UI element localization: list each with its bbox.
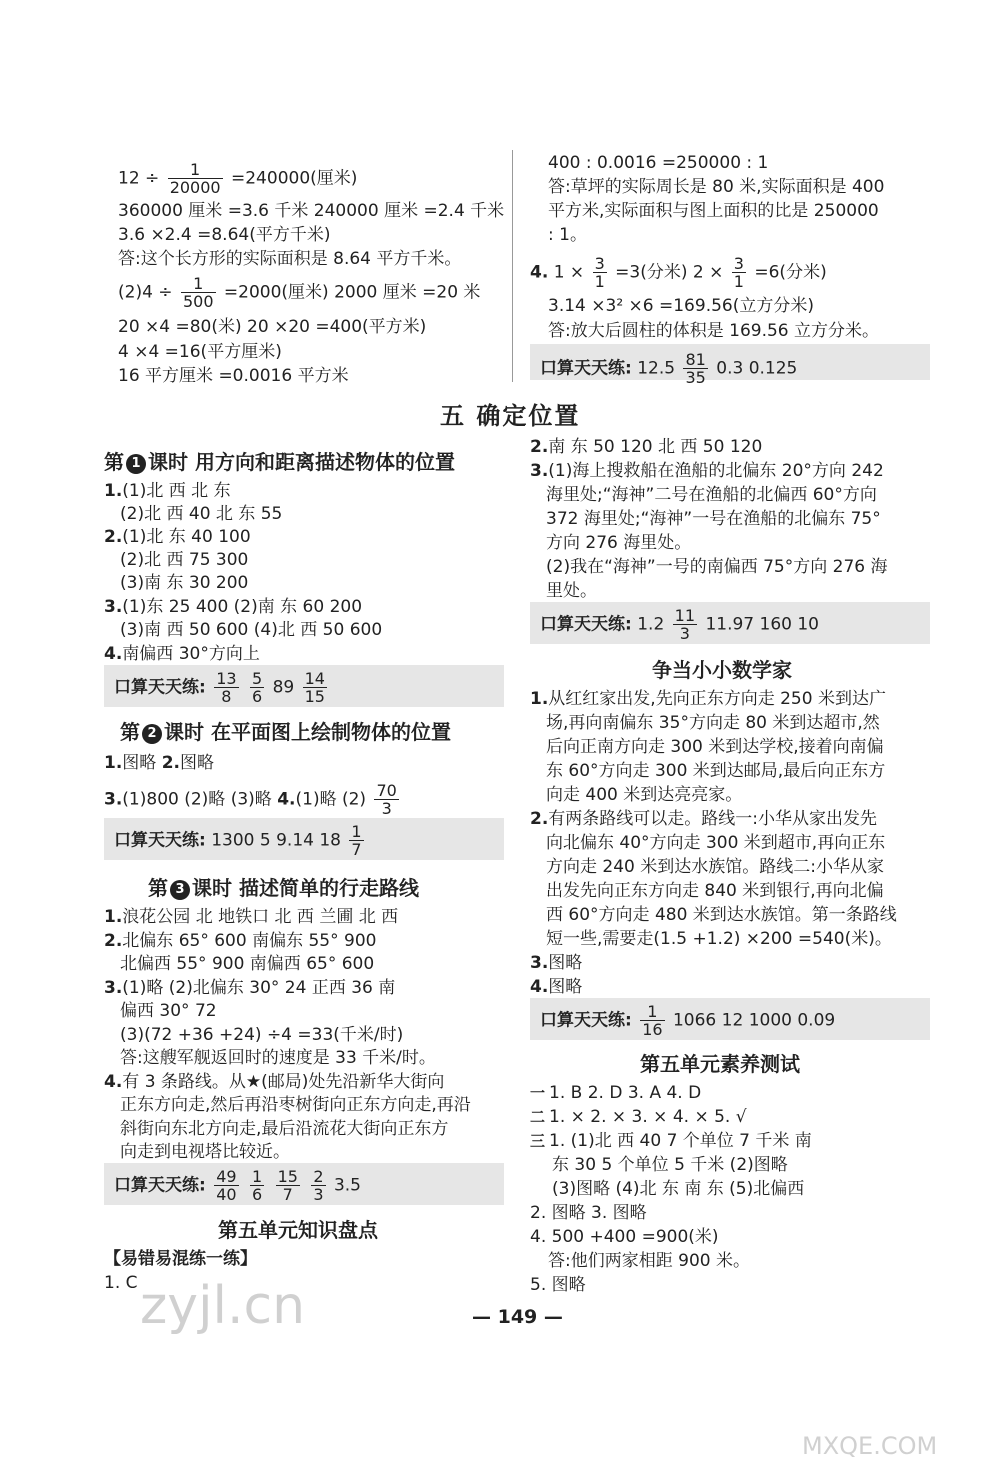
drill-value: 89: [272, 677, 295, 698]
part-marker: 一: [530, 1084, 546, 1102]
l1-q4: [104, 643, 260, 665]
heading-text: 课时 描述简单的行走路线: [192, 876, 419, 900]
heading-text: 课时 用方向和距离描述物体的位置: [148, 450, 455, 474]
r-q3b: 海里处;“海神”二号在渔船的北偏西 60°方向: [546, 485, 877, 505]
frac-num: 70: [376, 781, 397, 800]
ut-part3b: 东 30 5 个单位 5 千米 (2)图略: [552, 1155, 788, 1175]
frac-num: 11: [674, 606, 696, 625]
top-left-line2: 360000 厘米 =3.6 千米 240000 厘米 =2.4 千米: [118, 201, 505, 221]
answer-text: 从红红家出发,先向正东方向走 250 米到达广: [548, 689, 886, 709]
frac-num: 49: [216, 1167, 237, 1186]
frac-den: 6: [251, 1185, 263, 1204]
drill-label: 口算天天练:: [540, 358, 632, 379]
frac-den: 1: [733, 272, 744, 291]
question-number: 4.: [104, 1072, 123, 1092]
top-right-line4: : 1。: [548, 225, 587, 245]
frac-num: 3: [733, 254, 744, 273]
ut-part3c: (3)图略 (4)北 东 南 东 (5)北偏西: [552, 1179, 805, 1199]
question-number: 2.: [530, 809, 549, 829]
r-q3e: (2)我在“海神”一号的南偏西 75°方向 276 海: [546, 557, 888, 577]
drill-bar: [104, 1163, 504, 1205]
l3-q3d: 答:这艘军舰返回时的速度是 33 千米/时。: [120, 1048, 436, 1068]
fraction: [349, 823, 363, 858]
top-left-line1: [118, 161, 357, 196]
ut-part3g: 5. 图略: [530, 1275, 586, 1295]
question-number: 1.: [104, 481, 123, 501]
expr-text: =2000(厘米) 2000 厘米 =20 米: [223, 282, 481, 303]
column-divider: [512, 150, 513, 382]
answer-text: (1)略 (2): [295, 789, 367, 810]
mathematician-heading: 争当小小数学家: [652, 658, 792, 682]
r-q3d: 方向 276 海里处。: [546, 533, 692, 553]
fraction: [181, 275, 216, 310]
l3-q4b: 正东方向走,然后再沿枣树街向正东方向走,再沿: [120, 1095, 471, 1115]
question-number: 3.: [104, 597, 123, 617]
fraction: [250, 670, 264, 705]
fraction: [214, 670, 238, 705]
frac-den: 7: [282, 1185, 293, 1204]
expr-text: =240000(厘米): [231, 168, 358, 189]
l1-q2a: [104, 526, 251, 548]
frac-den: 35: [685, 368, 706, 387]
frac-num: 13: [216, 669, 237, 688]
question-number: 4.: [530, 977, 549, 997]
top-right-line2: 答:草坪的实际周长是 80 米,实际面积是 400: [548, 177, 885, 197]
top-left-line7: 4 ×4 =16(平方厘米): [118, 342, 282, 362]
drill-label: 口算天天练:: [114, 1175, 206, 1196]
fraction: [168, 161, 223, 196]
l3-q4c: 斜街向东北方向走,最后沿流花大街向正东方: [120, 1119, 449, 1139]
drill-label: 口算天天练:: [114, 677, 206, 698]
drill-value: 11.97 160 10: [705, 614, 819, 635]
top-left-line6: 20 ×4 =80(米) 20 ×20 =400(平方米): [118, 317, 427, 337]
r-q3f: 里处。: [546, 581, 597, 601]
drill-content: [540, 351, 797, 386]
l1-q1b: (2)北 西 40 北 东 55: [120, 504, 283, 524]
watermark: zyjl.cn: [140, 1276, 306, 1336]
frac-num: 15: [277, 1167, 298, 1186]
lesson1-heading: [104, 446, 455, 475]
drill-content: [540, 1003, 835, 1038]
r-q2: [530, 436, 762, 458]
top-left-line8: 16 平方厘米 =0.0016 平方米: [118, 366, 349, 386]
m-q1c: 后向正南方向走 300 米到达学校,接着向南偏: [546, 737, 884, 757]
drill-bar: [104, 665, 504, 707]
frac-den: 16: [642, 1020, 663, 1039]
frac-num: 81: [685, 350, 706, 369]
top-right-line3: 平方米,实际面积与图上面积的比是 250000: [548, 201, 879, 221]
answer-text: 北偏东 65° 600 南偏东 55° 900: [122, 931, 377, 951]
drill-bar: [104, 818, 504, 860]
frac-num: 14: [304, 669, 325, 688]
drill-content: [114, 670, 330, 705]
watermark-corner: MXQE.COM: [802, 1432, 938, 1460]
unit-test-heading: 第五单元素养测试: [640, 1052, 800, 1076]
top-right-line6: 3.14 ×3² ×6 =169.56(立方分米): [548, 296, 814, 316]
frac-num: 3: [594, 254, 605, 273]
l1-q3b: (3)南 西 50 600 (4)北 西 50 600: [120, 620, 383, 640]
heading-text: 第: [120, 720, 140, 744]
expr-text: =6(分米): [754, 262, 827, 283]
answer-text: 有 3 条路线。从★(邮局)处先沿新华大街向: [122, 1072, 445, 1092]
answer-text: (1)略 (2)北偏东 30° 24 正西 36 南: [122, 978, 396, 998]
frac-den: 1: [594, 272, 605, 291]
drill-label: 口算天天练:: [540, 614, 632, 635]
answer-text: (1)北 东 40 100: [122, 527, 251, 547]
l3-q3a: [104, 977, 395, 999]
m-q3: [530, 952, 582, 974]
drill-value: 3.5: [333, 1175, 361, 1196]
part-marker: 三: [530, 1132, 546, 1150]
frac-den: 6: [251, 687, 263, 706]
answer-text: 图略: [548, 977, 583, 997]
expr-text: 1 ×: [553, 262, 585, 283]
top-right-line7: 答:放大后圆柱的体积是 169.56 立方分米。: [548, 321, 880, 341]
l3-q2b: 北偏西 55° 900 南偏西 65° 600: [120, 954, 375, 974]
m-q2c: 方向走 240 米到达水族馆。路线二:小华从家: [546, 857, 884, 877]
heading-text: 第: [104, 450, 124, 474]
r-q3a: [530, 460, 884, 482]
answer-text: 1. × 2. × 3. × 4. × 5. √: [549, 1107, 747, 1127]
ut-part3e: 4. 500 +400 =900(米): [530, 1227, 719, 1247]
drill-label: 口算天天练:: [540, 1010, 632, 1031]
l1-q2b: (2)北 西 75 300: [120, 550, 249, 570]
question-number: 4.: [104, 644, 123, 664]
top-right-line1: 400 : 0.0016 =250000 : 1: [548, 153, 769, 173]
m-q1a: [530, 688, 886, 710]
l3-q3c: (3)(72 +36 +24) ÷4 =33(千米/时): [120, 1025, 404, 1045]
fraction: [593, 255, 607, 290]
frac-den: 500: [182, 292, 214, 311]
m-q1d: 东 60°方向走 300 米到达邮局,最后向正东方: [546, 761, 886, 781]
frac-den: 3: [313, 1185, 324, 1204]
ut-part2: [530, 1106, 747, 1128]
top-right-line5: [530, 255, 827, 290]
question-number: 3.: [104, 978, 123, 998]
fraction: [640, 1003, 664, 1038]
answer-text: 有两条路线可以走。路线一:小华从家出发先: [548, 809, 878, 829]
answer-text: 图略: [122, 753, 162, 773]
frac-den: 15: [304, 687, 325, 706]
lesson-number-badge: 3: [170, 880, 190, 900]
drill-content: [540, 607, 819, 642]
top-left-line3: 3.6 ×2.4 =8.64(平方千米): [118, 225, 331, 245]
frac-den: 20000: [169, 178, 221, 197]
answer-text: 南偏西 30°方向上: [122, 644, 260, 664]
answer-text: (1)800 (2)略 (3)略: [122, 789, 272, 810]
question-number: 4.: [277, 789, 296, 810]
top-left-line5: [118, 275, 480, 310]
ut-part3f: 答:他们两家相距 900 米。: [548, 1251, 750, 1271]
drill-bar: [530, 998, 930, 1040]
question-number: 2.: [530, 437, 549, 457]
drill-bar: [530, 344, 930, 387]
part-marker: 二: [530, 1108, 546, 1126]
question-number: 2.: [161, 753, 180, 773]
ut-part3a: [530, 1130, 812, 1152]
answer-text: 南 东 50 120 北 西 50 120: [548, 437, 763, 457]
answer-text: (1)东 25 400 (2)南 东 60 200: [122, 597, 363, 617]
question-number: 3.: [530, 953, 549, 973]
r-q3c: 372 海里处;“海神”一号在渔船的北偏东 75°: [546, 509, 881, 529]
lesson3-heading: [148, 872, 419, 901]
m-q2f: 短一些,需要走(1.5 +1.2) ×200 =540(米)。: [546, 929, 892, 949]
section-title: 五 确定位置: [440, 401, 581, 430]
answer-text: (1)海上搜救船在渔船的北偏东 20°方向 242: [548, 461, 884, 481]
frac-num: 5: [251, 669, 263, 688]
frac-num: 2: [313, 1167, 324, 1186]
question-number: 2.: [104, 931, 123, 951]
answer-text: 1. (1)北 西 40 7 个单位 7 千米 南: [549, 1131, 812, 1151]
fraction: [732, 255, 746, 290]
frac-num: 1: [640, 1003, 664, 1021]
m-q2e: 西 60°方向走 480 米到达水族馆。第一条路线: [546, 905, 897, 925]
answer-text: 图略: [180, 753, 214, 773]
question-number: 3.: [104, 789, 123, 810]
review-heading: 第五单元知识盘点: [218, 1218, 378, 1242]
l3-q1: [104, 906, 398, 928]
l2-q3: [104, 782, 402, 817]
l3-q4d: 向走到电视塔比较近。: [120, 1142, 290, 1162]
frac-den: 3: [679, 624, 690, 643]
fraction: [683, 351, 707, 386]
heading-text: 第: [148, 876, 168, 900]
frac-num: 1: [168, 161, 223, 179]
expr-text: 12 ÷: [118, 168, 160, 189]
m-q1b: 场,再向南偏东 35°方向走 80 米到达超市,然: [546, 713, 880, 733]
fraction: [303, 670, 327, 705]
frac-den: 7: [351, 840, 362, 859]
drill-value: 1300 5 9.14 18: [211, 830, 341, 851]
heading-text: 课时 在平面图上绘制物体的位置: [164, 720, 451, 744]
fraction: [673, 607, 697, 642]
drill-content: [114, 823, 367, 858]
l2-q1: [104, 752, 214, 774]
frac-num: 1: [181, 275, 216, 293]
review-q1: 1. C: [104, 1273, 138, 1293]
fraction: [276, 1168, 300, 1203]
question-number: 1.: [104, 907, 123, 927]
l1-q3a: [104, 596, 362, 618]
question-number: 4.: [530, 262, 549, 283]
question-number: 1.: [530, 689, 549, 709]
top-left-line4: 答:这个长方形的实际面积是 8.64 平方千米。: [118, 249, 462, 269]
ut-part1: [530, 1082, 701, 1104]
drill-bar: [530, 602, 930, 644]
frac-num: 1: [351, 822, 362, 841]
l1-q1a: [104, 480, 231, 502]
m-q4: [530, 976, 582, 998]
m-q2a: [530, 808, 877, 830]
drill-value: 1066 12 1000 0.09: [672, 1010, 836, 1031]
drill-value: 0.3 0.125: [716, 358, 798, 379]
answer-text: 图略: [548, 953, 583, 973]
ut-part3d: 2. 图略 3. 图略: [530, 1203, 647, 1223]
l1-q2c: (3)南 东 30 200: [120, 573, 249, 593]
question-number: 2.: [104, 527, 123, 547]
m-q2d: 出发先向正东方向走 840 米到银行,再向北偏: [546, 881, 884, 901]
frac-num: 1: [251, 1167, 263, 1186]
drill-content: [114, 1168, 361, 1203]
fraction: [214, 1168, 238, 1203]
l3-q4a: [104, 1071, 444, 1093]
review-subheading: 【易错易混练一练】: [104, 1249, 257, 1269]
answer-text: 浪花公园 北 地铁口 北 西 兰圃 北 西: [122, 907, 399, 927]
expr-text: =3(分米) 2 ×: [615, 262, 724, 283]
fraction: [374, 782, 398, 817]
question-number: 1.: [104, 753, 123, 773]
l3-q2a: [104, 930, 376, 952]
fraction: [311, 1168, 325, 1203]
l3-q3b: 偏西 30° 72: [120, 1001, 217, 1021]
answer-text: (1)北 西 北 东: [122, 481, 231, 501]
frac-den: 40: [216, 1185, 237, 1204]
m-q2b: 向北偏东 40°方向走 300 米到超市,再向正东: [546, 833, 886, 853]
frac-den: 8: [221, 687, 232, 706]
lesson-number-badge: 1: [126, 454, 146, 474]
expr-text: (2)4 ÷: [118, 282, 173, 303]
frac-den: 3: [381, 799, 392, 818]
lesson-number-badge: 2: [142, 724, 162, 744]
fraction: [250, 1168, 264, 1203]
lesson2-heading: [120, 716, 451, 745]
page-number: — 149 —: [472, 1306, 563, 1328]
question-number: 3.: [530, 461, 549, 481]
answer-text: 1. B 2. D 3. A 4. D: [549, 1083, 702, 1103]
m-q1e: 向走 400 米到达亮亮家。: [546, 785, 743, 805]
drill-value: 1.2: [637, 614, 665, 635]
drill-value: 12.5: [637, 358, 676, 379]
drill-label: 口算天天练:: [114, 830, 206, 851]
